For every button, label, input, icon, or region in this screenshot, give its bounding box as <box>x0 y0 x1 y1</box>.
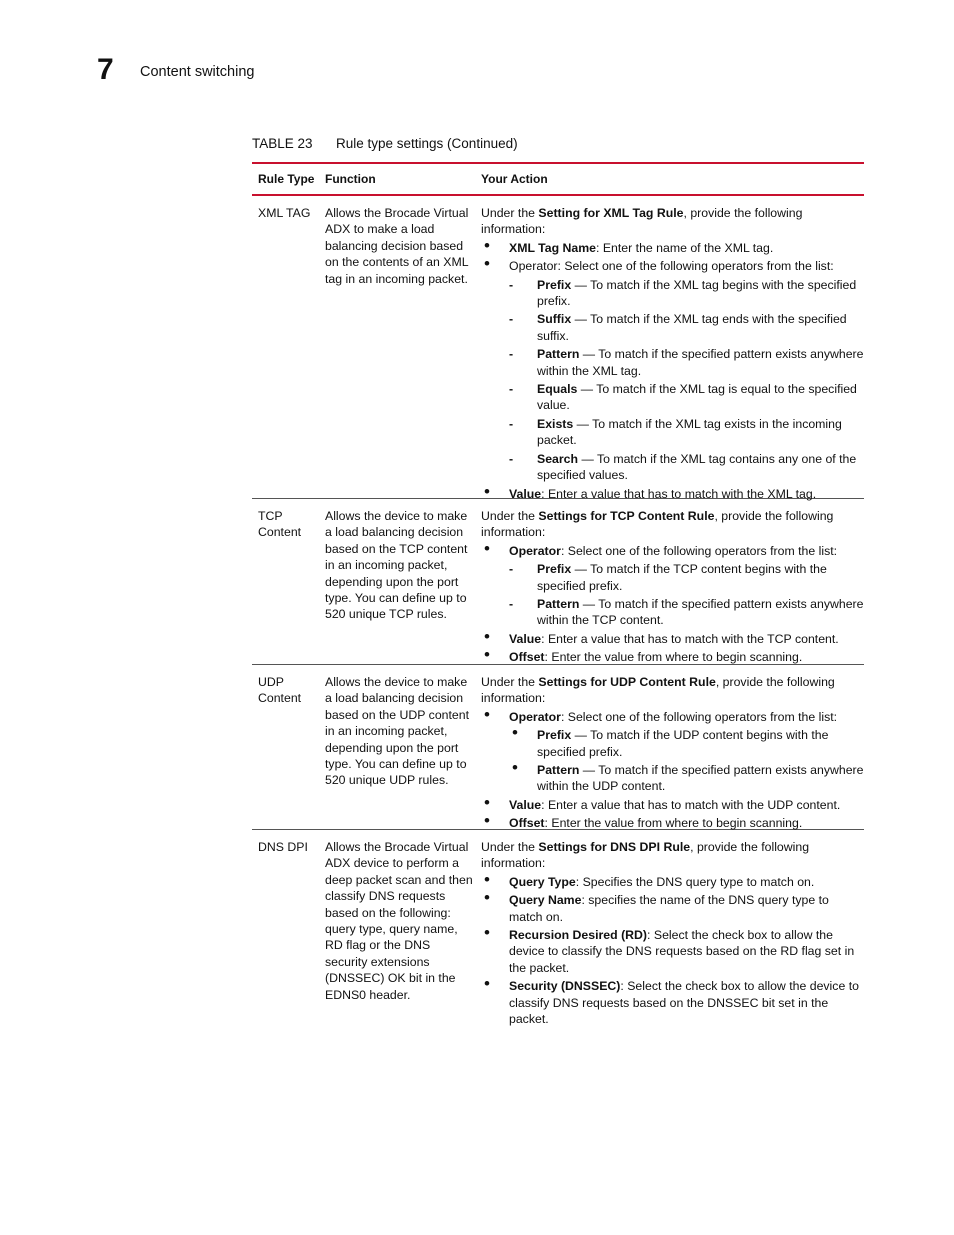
table-caption <box>252 136 518 151</box>
rule-type-table <box>252 162 864 1034</box>
function-cell: Allows the Brocade Virtual ADX to make a load balancing decision based on the contents of an XML tag in an incoming packet. <box>325 206 469 286</box>
chapter-number: 7 <box>97 53 114 86</box>
table-label: TABLE 23 <box>252 136 313 151</box>
action-cell <box>475 499 864 664</box>
list-item: • Operator: Select one of the following operators from the list: - Prefix — To match if the XML tag begins with the specified prefix. - Suffix — To match if the XML tag ends with the specified suffix. - Pattern — To match if the specified pattern exists anywhere within the XML tag. - Equals — To match if the XML tag is equal to the specified value. - Exists — To match if the XML tag exists in the incoming packet. - Search — To match if the XML tag contains any one of the specified values. <box>481 258 864 483</box>
rule-type-cell: DNS DPI <box>258 840 308 854</box>
sub-list-item: - Equals — To match if the XML tag is equal to the specified value. <box>509 381 864 414</box>
sub-list-item: - Pattern — To match if the specified pattern exists anywhere within the TCP content. <box>509 596 864 629</box>
action-cell <box>475 830 864 1034</box>
action-intro: Under the Settings for UDP Content Rule, provide the following information: <box>481 675 835 706</box>
action-list <box>481 874 864 1028</box>
sub-list-item: - Exists — To match if the XML tag exists in the incoming packet. <box>509 416 864 449</box>
action-list <box>481 709 864 832</box>
sub-list-item: - Pattern — To match if the specified pattern exists anywhere within the XML tag. <box>509 346 864 379</box>
sub-list-item: - Prefix — To match if the XML tag begins with the specified prefix. <box>509 277 864 310</box>
list-item: • Query Name: specifies the name of the DNS query type to match on. <box>481 892 864 925</box>
action-cell <box>475 665 864 829</box>
header-rule-type: Rule Type <box>258 172 315 186</box>
table-row <box>252 196 864 499</box>
action-list <box>481 543 864 666</box>
table-header <box>252 164 864 196</box>
function-cell: Allows the Brocade Virtual ADX device to perform a deep packet scan and then classify DNS requests based on the following: query type, query name, RD flag or the DNS security extensions (DNSSEC) OK bit in the EDNS0 header. <box>325 840 473 1002</box>
rule-type-cell: XML TAG <box>258 206 311 220</box>
list-item: • Value: Enter a value that has to match with the UDP content. <box>481 797 864 813</box>
function-cell: Allows the device to make a load balancing decision based on the UDP content in an incoming packet, depending upon the port type. You can define up to 520 unique UDP rules. <box>325 675 470 788</box>
action-intro: Under the Settings for DNS DPI Rule, provide the following information: <box>481 840 810 871</box>
list-item: • Operator: Select one of the following operators from the list: - Prefix — To match if the TCP content begins with the specified prefix. - Pattern — To match if the specified pattern exists anywhere within the TCP content. <box>481 543 864 629</box>
action-list <box>481 240 864 502</box>
action-cell <box>475 196 864 501</box>
action-intro: Under the Settings for TCP Content Rule, provide the following information: <box>481 509 834 540</box>
sub-list-item: - Suffix — To match if the XML tag ends with the specified suffix. <box>509 311 864 344</box>
list-item: • XML Tag Name: Enter the name of the XML tag. <box>481 240 864 256</box>
list-item: • Operator: Select one of the following operators from the list: • Prefix — To match if the UDP content begins with the specified prefix. • Pattern — To match if the specified pattern exists anywhere within the UDP content. <box>481 709 864 795</box>
list-item: • Offset: Enter the value from where to begin scanning. <box>481 649 864 665</box>
table-row <box>252 665 864 830</box>
sub-list-item: • Pattern — To match if the specified pattern exists anywhere within the UDP content. <box>509 762 864 795</box>
list-item: • Value: Enter a value that has to match with the XML tag. <box>481 486 864 502</box>
sub-list-item: - Prefix — To match if the TCP content begins with the specified prefix. <box>509 561 864 594</box>
list-item: • Security (DNSSEC): Select the check box to allow the device to classify DNS requests based on the DNSSEC bit set in the packet. <box>481 978 864 1027</box>
list-item: • Query Type: Specifies the DNS query type to match on. <box>481 874 864 890</box>
table-row <box>252 499 864 665</box>
header-your-action: Your Action <box>481 172 548 186</box>
sub-list-item: • Prefix — To match if the UDP content begins with the specified prefix. <box>509 727 864 760</box>
operator-list <box>509 727 864 795</box>
list-item: • Recursion Desired (RD): Select the check box to allow the device to classify the DNS requests based on the RD flag set in the packet. <box>481 927 864 976</box>
list-item: • Value: Enter a value that has to match with the TCP content. <box>481 631 864 647</box>
header-function: Function <box>325 172 376 186</box>
operator-list <box>509 277 864 484</box>
sub-list-item: - Search — To match if the XML tag contains any one of the specified values. <box>509 451 864 484</box>
chapter-title: Content switching <box>140 64 255 80</box>
table-title: Rule type settings (Continued) <box>336 136 518 151</box>
rule-type-cell: TCP Content <box>258 509 302 540</box>
list-item: • Offset: Enter the value from where to begin scanning. <box>481 815 864 831</box>
rule-type-cell: UDP Content <box>258 675 302 706</box>
operator-list <box>509 561 864 629</box>
table-row <box>252 830 864 1034</box>
function-cell: Allows the device to make a load balancing decision based on the TCP content in an incoming packet, depending upon the port type. You can define up to 520 unique TCP rules. <box>325 509 468 622</box>
action-intro: Under the Setting for XML Tag Rule, provide the following information: <box>481 206 803 237</box>
